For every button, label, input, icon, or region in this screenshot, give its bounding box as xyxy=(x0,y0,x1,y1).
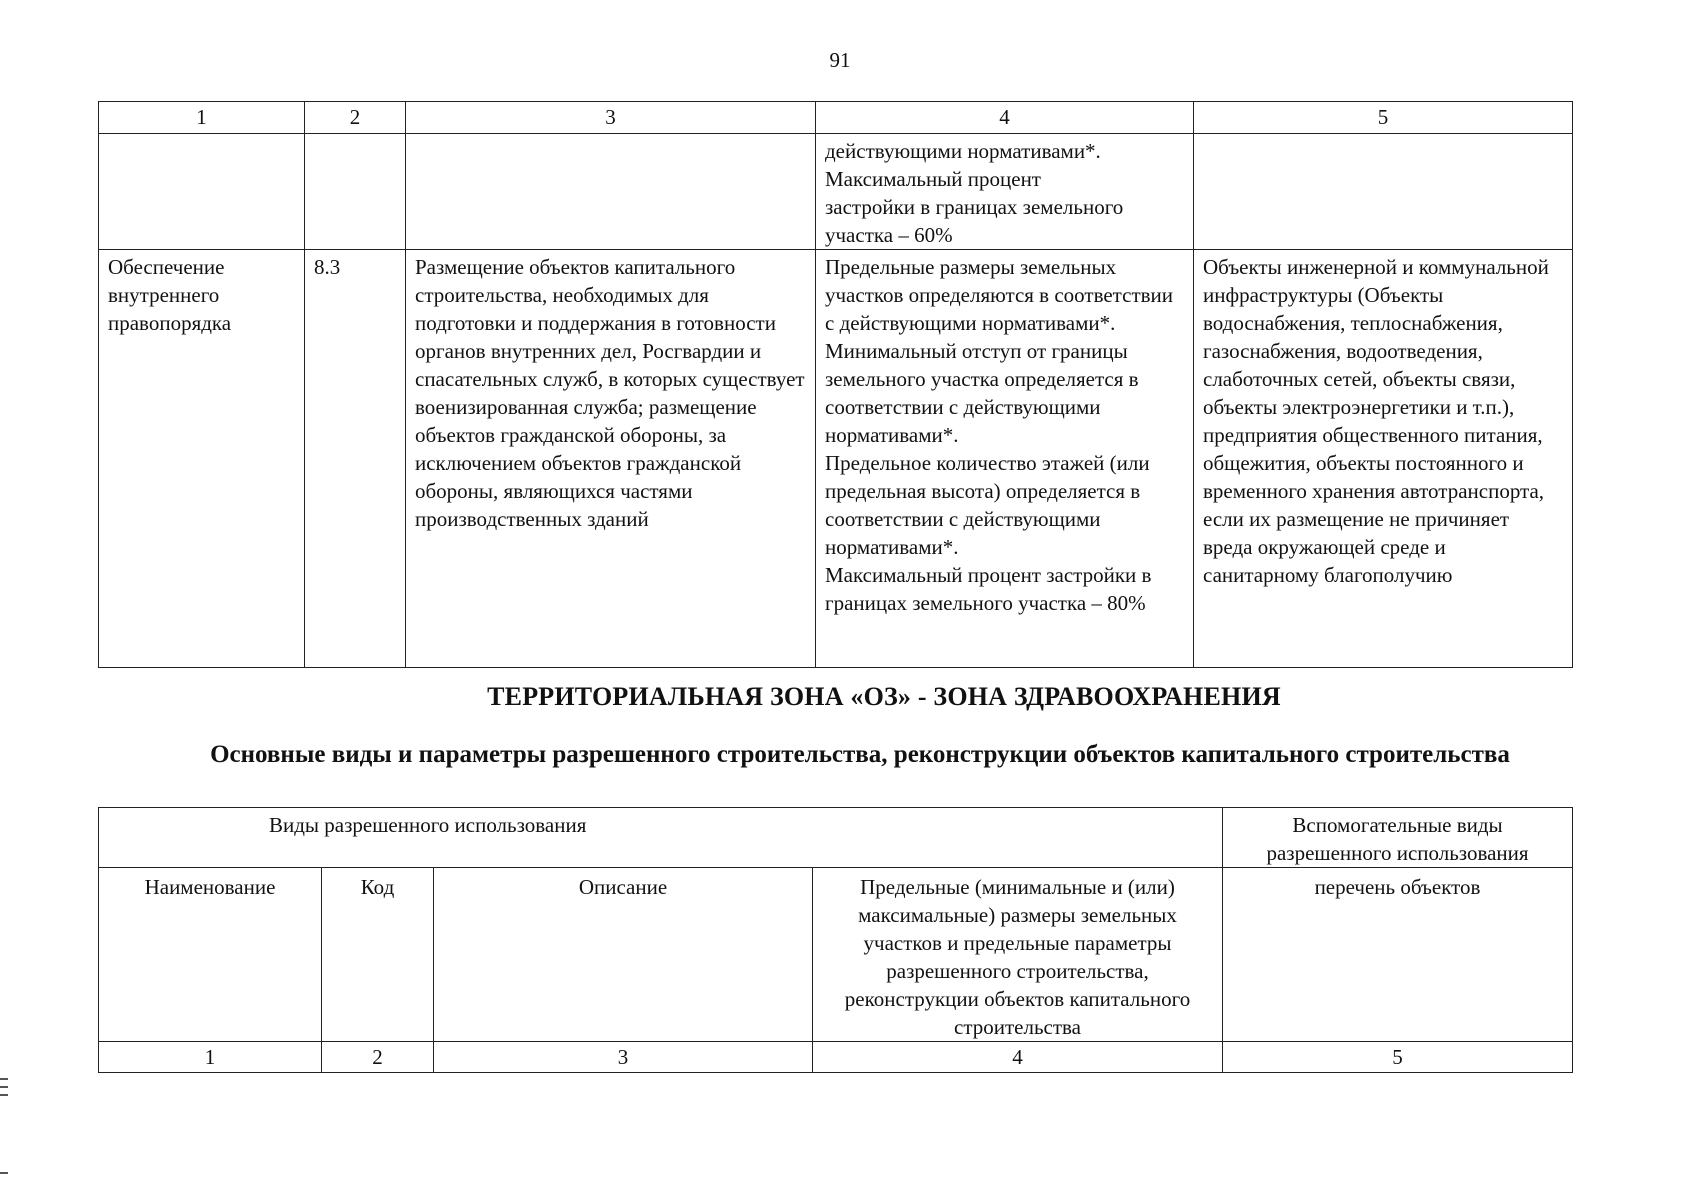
column-number: 1 xyxy=(99,102,305,134)
column-number: 4 xyxy=(813,1042,1223,1073)
land-use-table-continued xyxy=(98,101,1573,668)
scan-artifact xyxy=(0,1078,8,1080)
page-number: 91 xyxy=(829,48,851,72)
use-code-cell xyxy=(305,134,406,250)
column-number: 2 xyxy=(322,1042,434,1073)
use-name-cell xyxy=(99,250,305,668)
column-number: 5 xyxy=(1223,1042,1573,1073)
column-header-objects: перечень объектов xyxy=(1223,868,1573,1042)
column-header-name: Наименование xyxy=(99,868,322,1042)
zone-title: ТЕРРИТОРИАЛЬНАЯ ЗОНА «ОЗ» - ЗОНА ЗДРАВООХРАНЕНИЯ xyxy=(487,682,1281,711)
scan-artifact xyxy=(0,1094,8,1096)
column-number: 4 xyxy=(816,102,1194,134)
column-number: 3 xyxy=(434,1042,813,1073)
column-number-row xyxy=(99,102,1573,134)
column-header-row xyxy=(99,868,1573,1042)
table-row xyxy=(99,250,1573,668)
use-name-cell xyxy=(99,134,305,250)
parameters-cell: действующими нормативами*. Максимальный процент застройки в границах земельного участка – 60% xyxy=(816,134,1194,250)
scan-artifact xyxy=(0,1172,8,1174)
auxiliary-uses-group-header: Вспомогательные виды разрешенного использования xyxy=(1223,808,1573,868)
section-title: Основные виды и параметры разрешенного строительства, реконструкции объектов капитального строительства xyxy=(210,741,1510,768)
main-uses-group-header: Виды разрешенного использования xyxy=(99,808,1223,868)
column-number: 3 xyxy=(406,102,816,134)
column-header-parameters: Предельные (минимальные и (или) максимальные) размеры земельных участков и предельные параметры разрешенного строительства, реконструкции объектов капитального строительства xyxy=(813,868,1223,1042)
land-use-table-header xyxy=(98,807,1573,1073)
objects-cell xyxy=(1194,134,1573,250)
scan-artifact xyxy=(0,1086,8,1088)
use-description-cell: Размещение объектов капитального строительства, необходимых для подготовки и поддержания в готовности органов внутренних дел, Росгвардии и спасательных служб, в которых существует военизированная служба; размещение объектов гражданской обороны, за исключением объектов гражданской обороны, являющихся частями производственных зданий xyxy=(406,250,816,668)
use-code-cell: 8.3 xyxy=(305,250,406,668)
table-row xyxy=(99,134,1573,250)
column-header-code: Код xyxy=(322,868,434,1042)
objects-cell: Объекты инженерной и коммунальной инфраструктуры (Объекты водоснабжения, теплоснабжения, газоснабжения, водоотведения, слаботочных сетей, объекты связи, объекты электроэнергетики и т.п.), предприятия общественного питания, общежития, объекты постоянного и временного хранения автотранспорта, если их размещение не причиняет вреда окружающей среде и санитарному благополучию xyxy=(1194,250,1573,668)
column-number-row xyxy=(99,1042,1573,1073)
column-number: 1 xyxy=(99,1042,322,1073)
column-number: 5 xyxy=(1194,102,1573,134)
column-header-description: Описание xyxy=(434,868,813,1042)
column-number: 2 xyxy=(305,102,406,134)
parameters-cell: Предельные размеры земельных участков определяются в соответствии с действующими нормативами*. Минимальный отступ от границы земельного участка определяется в соответствии с действующими нормативами*. Предельное количество этажей (или предельная высота) определяется в соответствии с действующими нормативами*. Максимальный процент застройки в границах земельного участка – 80% xyxy=(816,250,1194,668)
use-name-text: Обеспечение внутреннего правопорядка xyxy=(108,255,232,335)
group-header-row xyxy=(99,808,1573,868)
use-description-cell xyxy=(406,134,816,250)
